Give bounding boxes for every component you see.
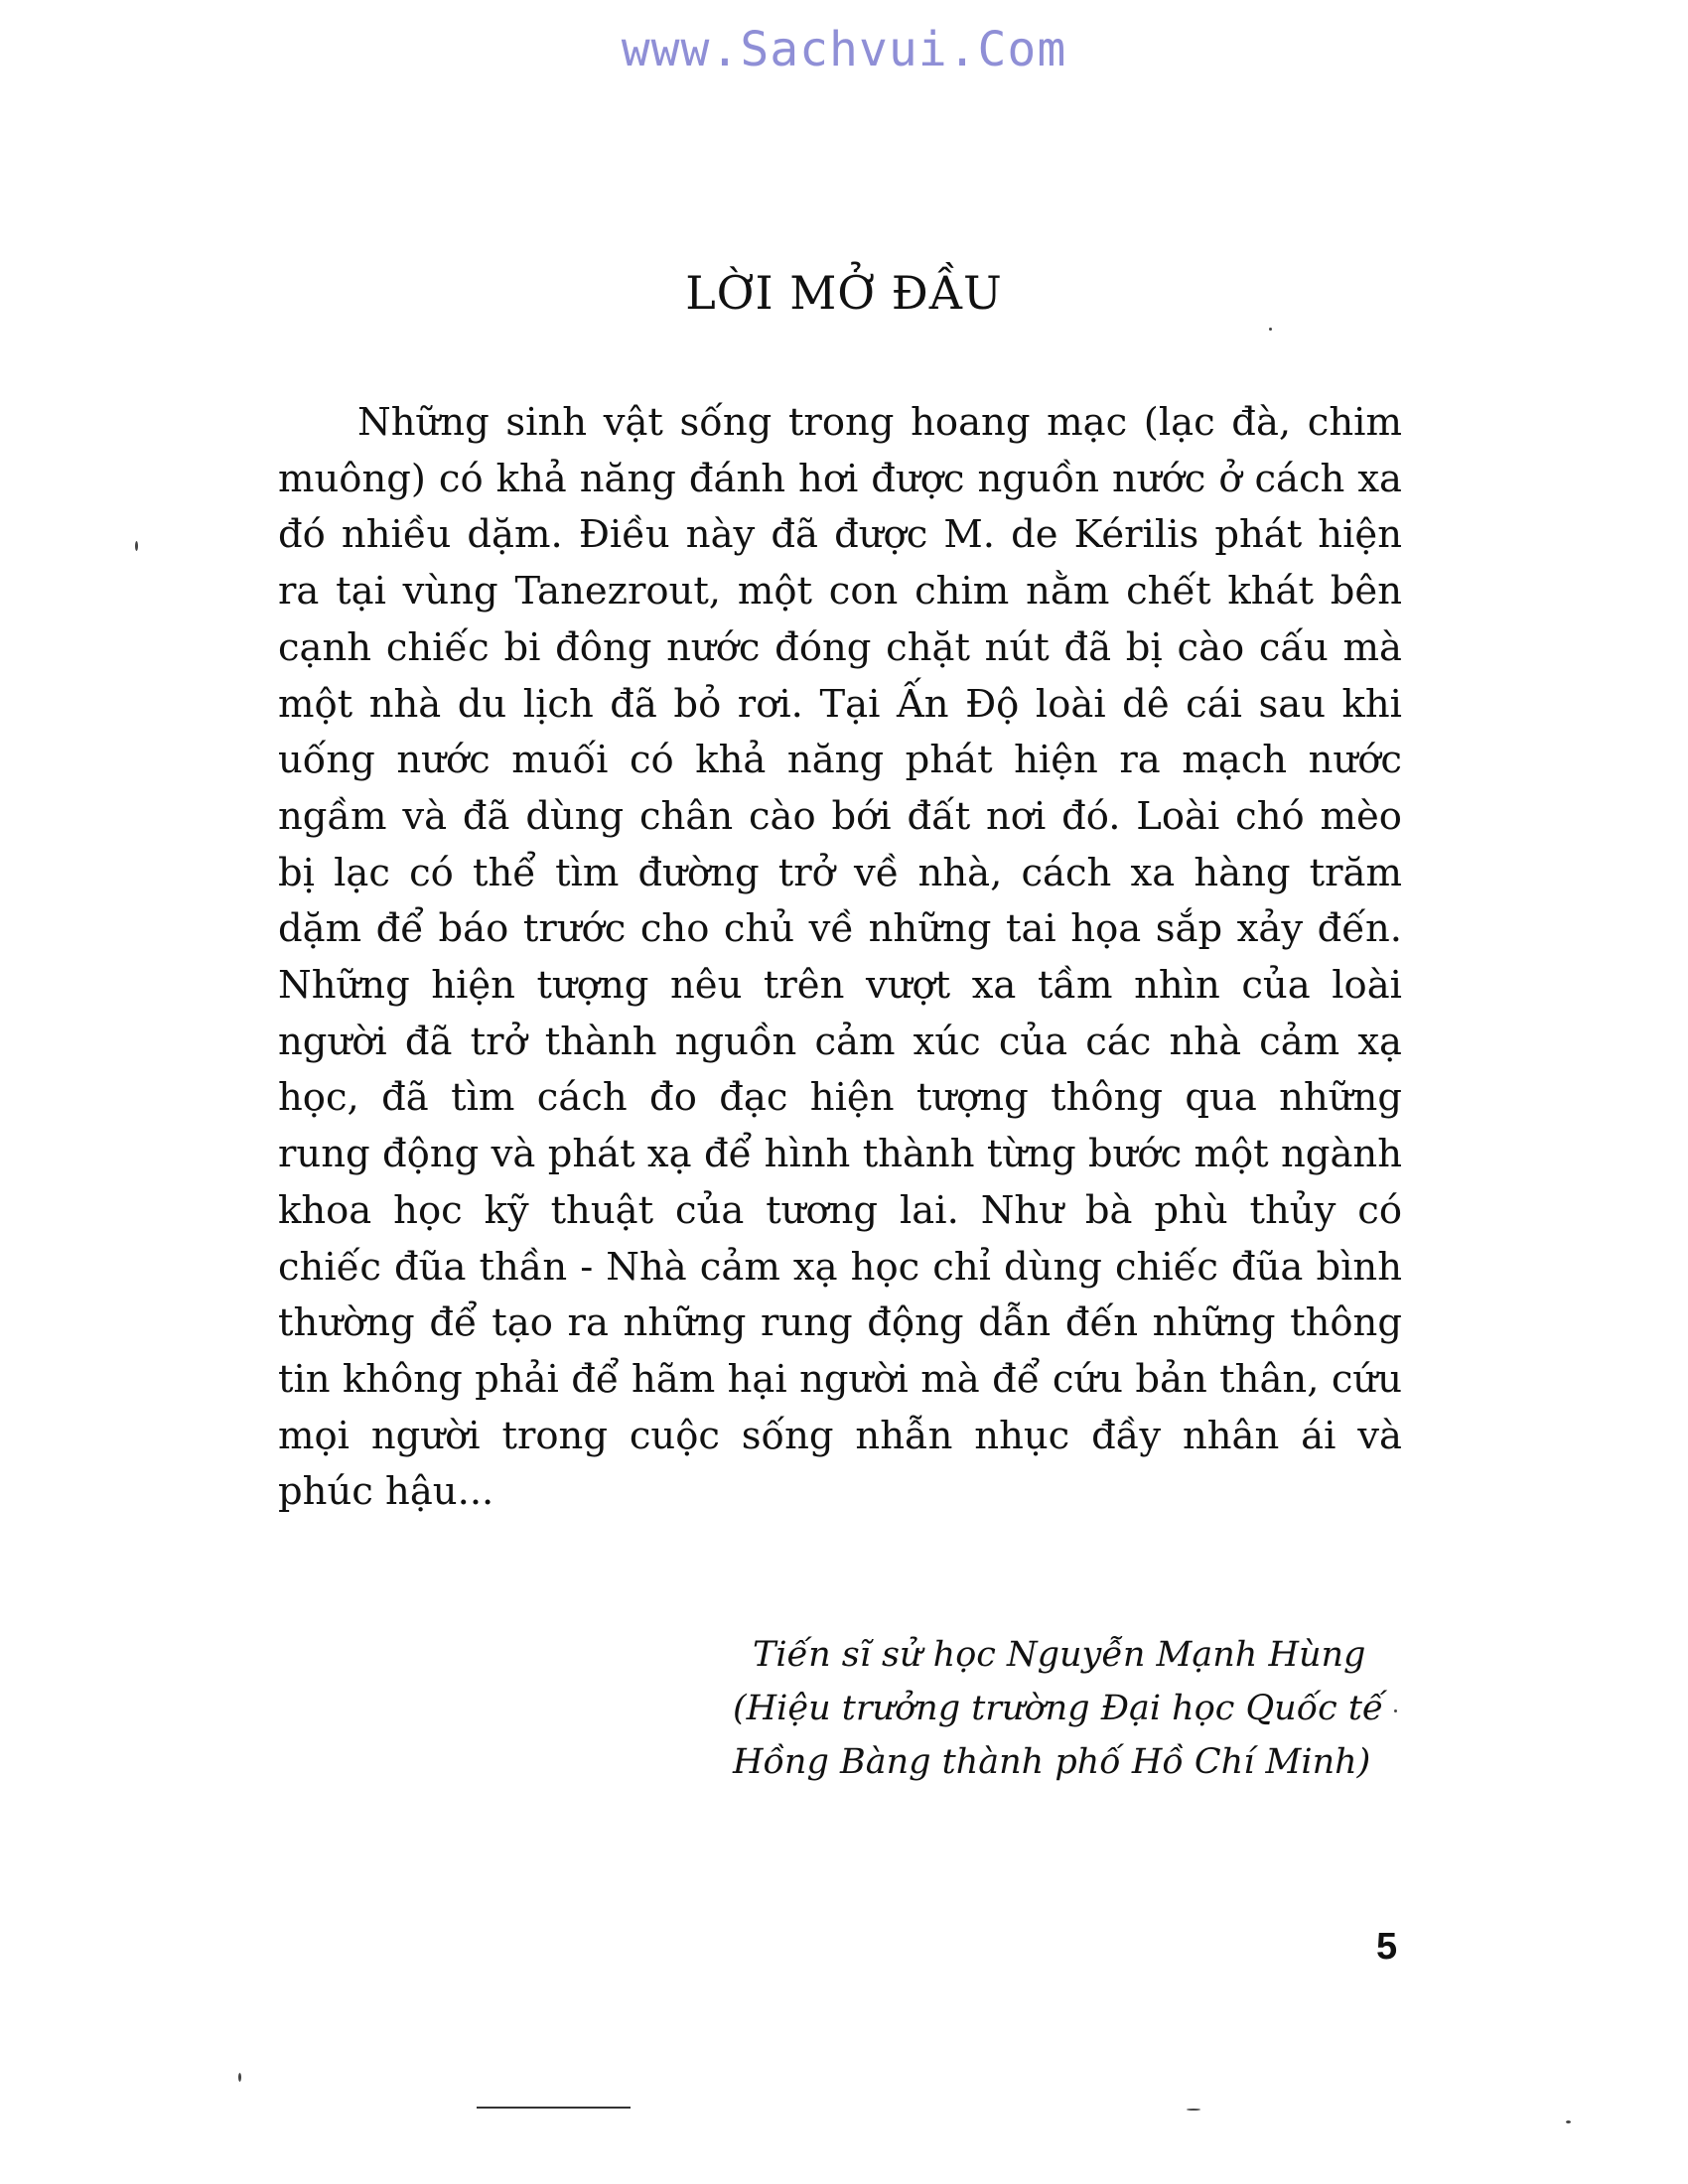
footer-rule (477, 2107, 631, 2109)
page-number: 5 (1376, 1926, 1398, 1968)
scan-speck (1566, 2120, 1571, 2123)
scan-speck (1269, 328, 1272, 331)
scan-speck (1394, 1709, 1397, 1712)
signature-role: (Hiệu trưởng trường Đại học Quốc tế (733, 1689, 1384, 1728)
scan-speck (1187, 2109, 1200, 2111)
body-paragraph: Những sinh vật sống trong hoang mạc (lạc đà, chim muông) có khả năng đánh hơi được nguồn nước ở cách xa đó nhiều dặm. Điều này đã được M. de Kérilis phát hiện ra tại vùng Tanezrout, một con chim nằm chết khát bên cạnh chiếc bi đông nước đóng chặt nút đã bị cào cấu mà một nhà du lịch đã bỏ rơi. Tại Ấn Độ loài dê cái sau khi uống nước muối có khả năng phát hiện ra mạch nước ngầm và đã dùng chân cào bới đất nơi đó. Loài chó mèo bị lạc có thể tìm đường trở về nhà, cách xa hàng trăm dặm để báo trước cho chủ về những tai họa sắp xảy đến. Những hiện tượng nêu trên vượt xa tầm nhìn của loài người đã trở thành nguồn cảm xúc của các nhà cảm xạ học, đã tìm cách đo đạc hiện tượng thông qua những rung động và phát xạ để hình thành từng bước một ngành khoa học kỹ thuật của tương lai. Như bà phù thủy có chiếc đũa thần - Nhà cảm xạ học chỉ dùng chiếc đũa bình thường để tạo ra những rung động dẫn đến những thông tin không phải để hãm hại người mà để cứu bản thân, cứu mọi người trong cuộc sống nhẫn nhục đầy nhân ái và phúc hậu... (278, 400, 1402, 1515)
signature-institution: Hồng Bàng thành phố Hồ Chí Minh) (733, 1742, 1371, 1782)
watermark: www.Sachvui.Com (621, 22, 1067, 77)
signature-author: Tiến sĩ sử học Nguyễn Mạnh Hùng (753, 1635, 1366, 1675)
chapter-title: LỜI MỞ ĐẦU (685, 266, 1003, 320)
scan-speck (135, 541, 138, 551)
signature-block (733, 1628, 1428, 1789)
scan-speck (238, 2073, 241, 2082)
